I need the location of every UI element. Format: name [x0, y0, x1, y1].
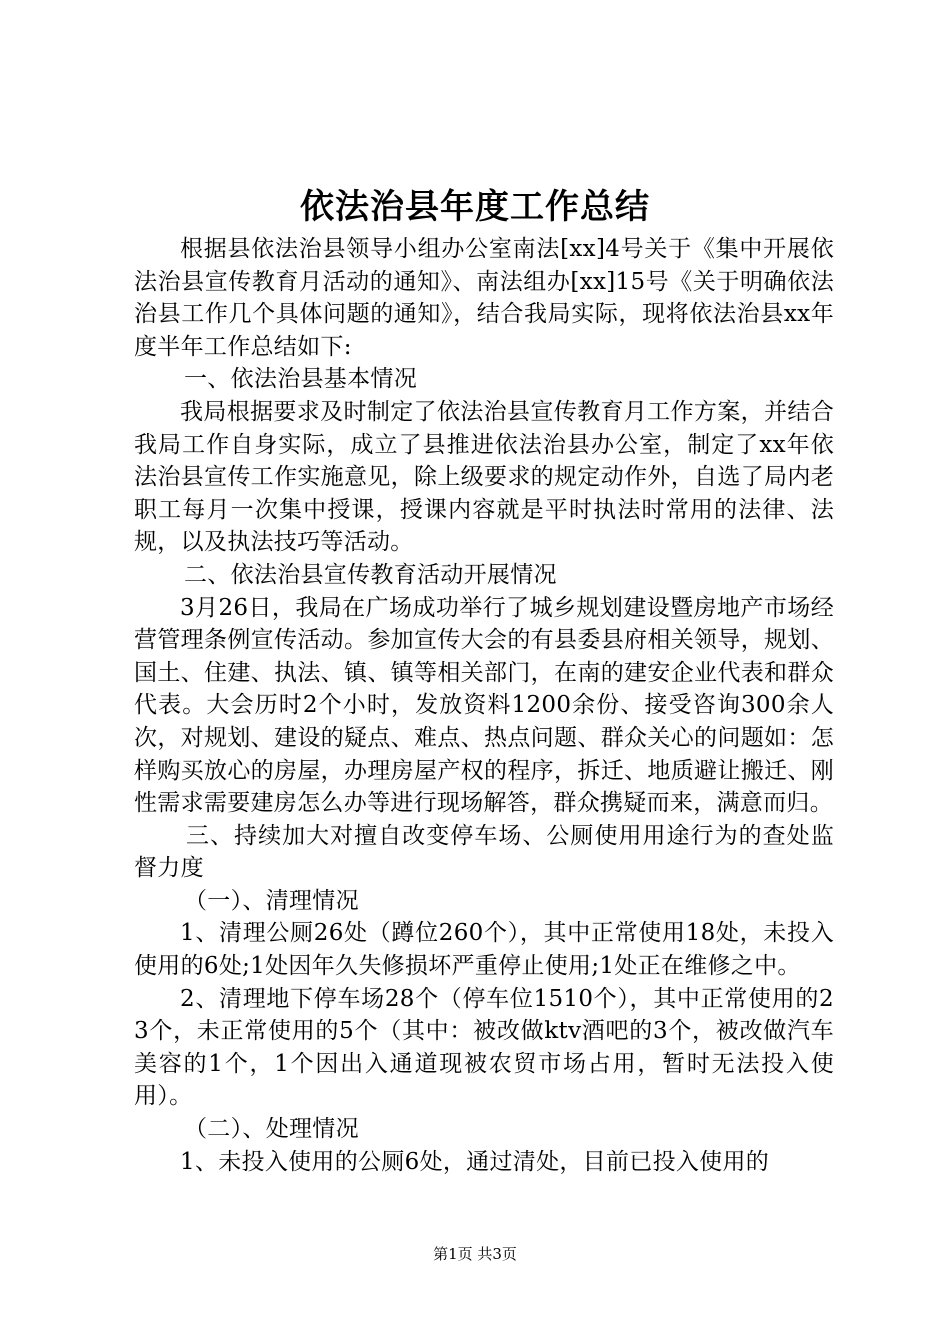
document-body — [134, 233, 834, 1178]
subsection-heading-1: （一）、清理情况 — [184, 887, 359, 914]
section-2-paragraph: 3月26日，我局在广场成功举行了城乡规划建设暨房地产市场经营管理条例宣传活动。参加宣传大会的有县委县府相关领导，规划、国土、住建、执法、镇、镇等相关部门，在南的建安企业代表和群众代表。大会历时2个小时，发放资料1200余份、接受咨询300余人次，对规划、建设的疑点、难点、热点问题、群众关心的问题如：怎样购买放心的房屋，办理房屋产权的程序，拆迁、地质避让搬迁、刚性需求需要建房怎么办等进行现场解答，群众携疑而来，满意而归。 — [134, 594, 834, 817]
document-title: 依法治县年度工作总结 — [300, 187, 650, 227]
subsection-1-item-2: 2、清理地下停车场28个（停车位1510个），其中正常使用的23个，未正常使用的5个（其中：被改做ktv酒吧的3个，被改做汽车美容的1个，1个因出入通道现被农贸市场占用，暂时无法投入使用）。 — [134, 985, 834, 1110]
subsection-2-item-1: 1、未投入使用的公厕6处，通过清处，目前已投入使用的 — [180, 1148, 770, 1175]
section-1-paragraph: 我局根据要求及时制定了依法治县宣传教育月工作方案，并结合我局工作自身实际，成立了县推进依法治县办公室，制定了xx年依法治县宣传工作实施意见，除上级要求的规定动作外，自选了局内老职工每月一次集中授课，授课内容就是平时执法时常用的法律、法规，以及执法技巧等活动。 — [134, 398, 834, 556]
intro-paragraph: 根据县依法治县领导小组办公室南法[xx]4号关于《集中开展依法治县宣传教育月活动的通知》、南法组办[xx]15号《关于明确依法治县工作几个具体问题的通知》，结合我局实际，现将依法治县xx年度半年工作总结如下: — [134, 236, 834, 360]
subsection-1-item-1: 1、清理公厕26处（蹲位260个），其中正常使用18处，未投入使用的6处;1处因年久失修损坏严重停止使用;1处正在维修之中。 — [134, 920, 834, 980]
subsection-heading-2: （二）、处理情况 — [184, 1116, 359, 1143]
section-heading-3: 三、持续加大对擅自改变停车场、公厕使用用途行为的查处监督力度 — [134, 822, 834, 882]
page-footer: 第1页 共3页 — [433, 1245, 517, 1263]
section-heading-2: 二、依法治县宣传教育活动开展情况 — [184, 561, 557, 588]
section-heading-1: 一、依法治县基本情况 — [184, 366, 417, 393]
